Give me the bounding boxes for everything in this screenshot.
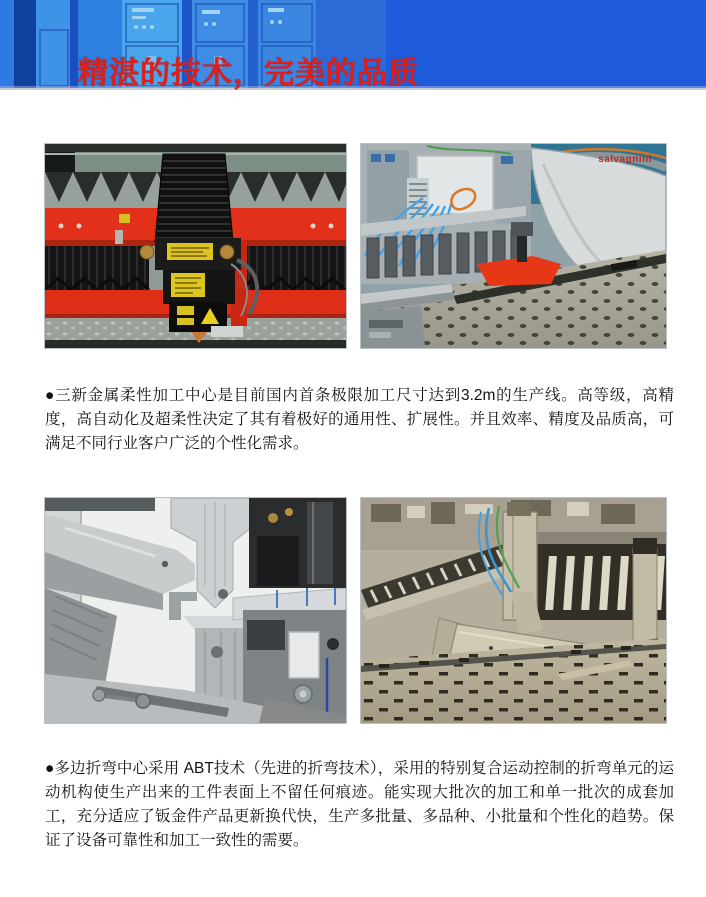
header-banner (0, 0, 706, 90)
paragraph-flexible-machining-center: ●三新金属柔性加工中心是目前国内首条极限加工尺寸达到3.2m的生产线。高等级，高精度，高自动化及超柔性决定了其有着极好的通用性、扩展性。并且效率、精度及品质高，可满足不同行业客户广泛的个性化需求。 (45, 387, 674, 452)
photo-panel-bender-manipulator (360, 497, 667, 724)
photo-laser-cutting-head (44, 143, 347, 349)
punching-machine-image (361, 144, 666, 348)
laser-cutting-head-image (45, 144, 346, 348)
panel-bender-image (361, 498, 666, 723)
salvagnini-logo: salvagnini (598, 154, 652, 165)
photo-bending-tool-closeup (44, 497, 347, 724)
photo-salvagnini-punching-machine (360, 143, 667, 349)
bending-tool-image (45, 498, 346, 723)
page-title: 精湛的技术，完美的品质 (78, 57, 419, 90)
paragraph-bending-center: ●多边折弯中心采用 ABT技术（先进的折弯技术），采用的特别复合运动控制的折弯单元的运动机构使生产出来的工件表面上不留任何痕迹。能实现大批次的加工和单一批次的成套加工，充分适应了钣金件产品更新换代快，生产多批量、多品种、小批量和个性化的趋势。保证了设备可靠性和加工一致性的需要。 (45, 760, 674, 849)
